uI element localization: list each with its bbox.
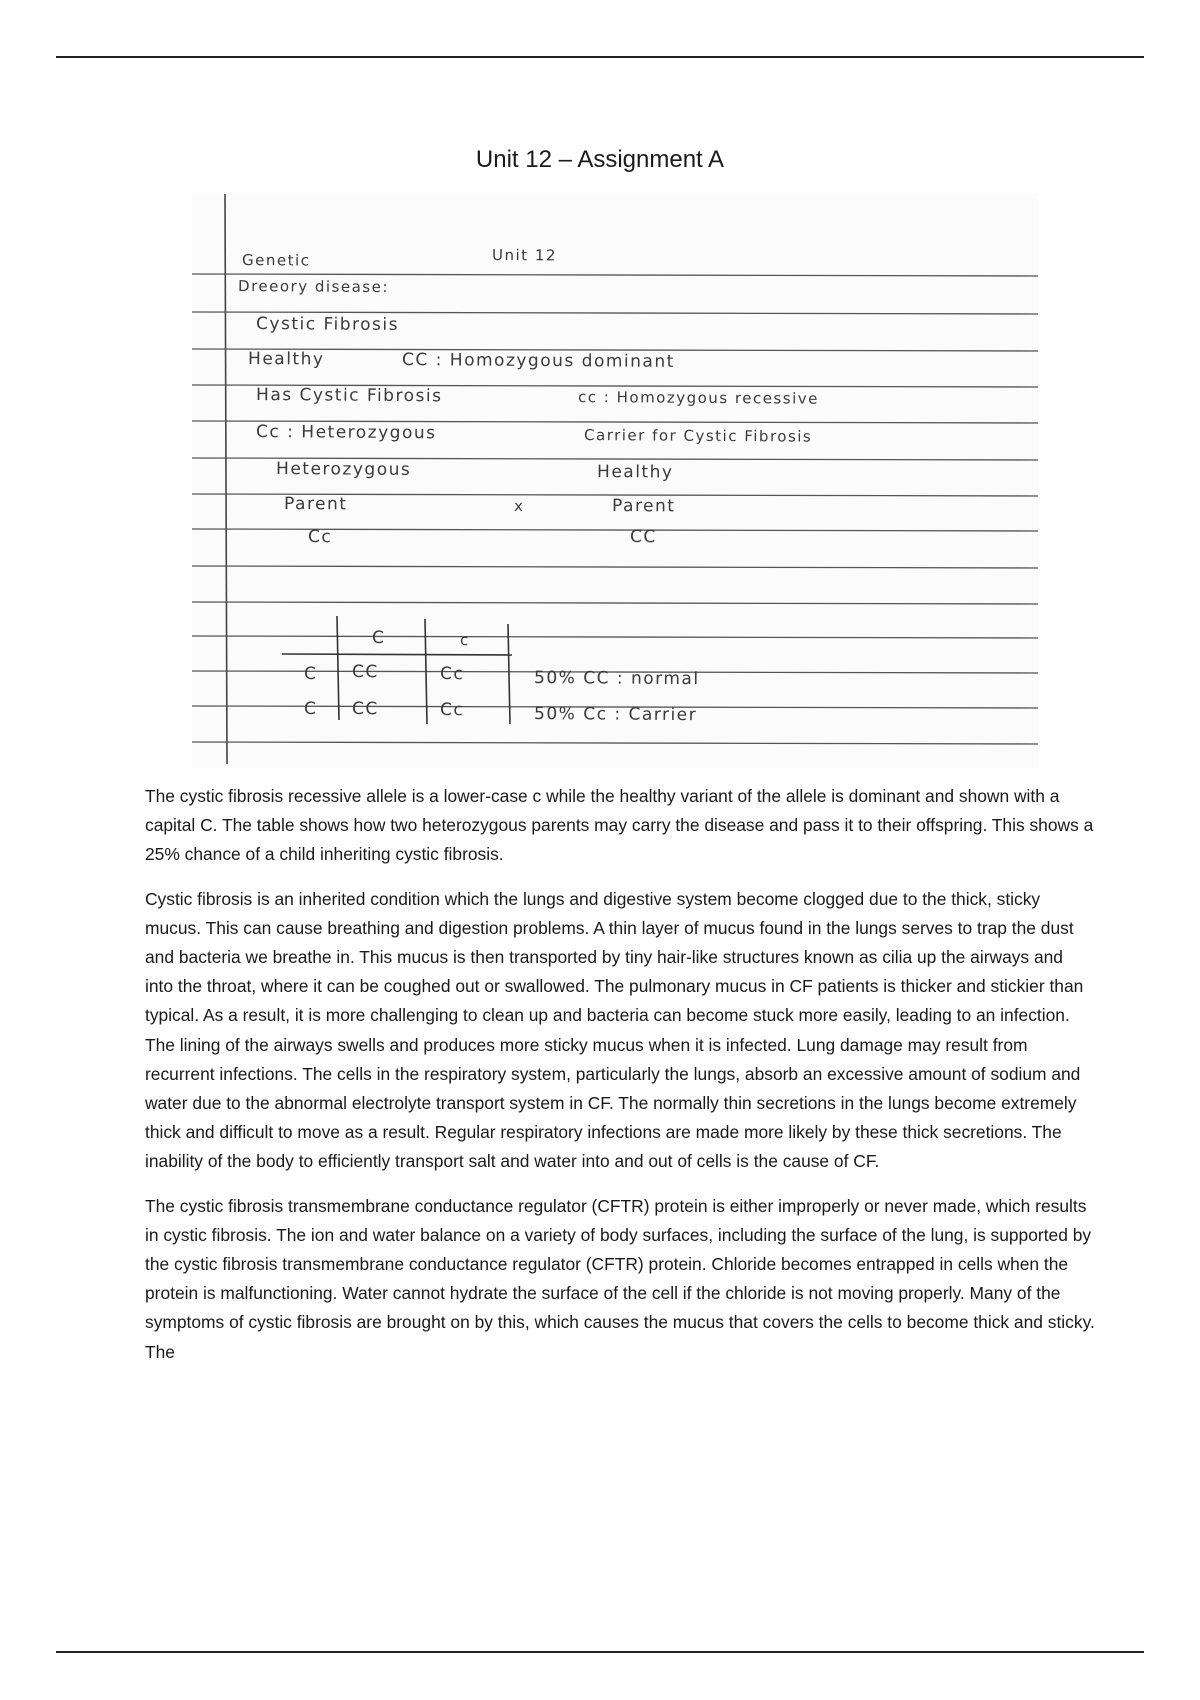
punnett-cell: Cc <box>440 700 465 721</box>
hw-unit: Unit 12 <box>492 246 558 265</box>
header-rule <box>56 56 1144 58</box>
paragraph: The cystic fibrosis recessive allele is a lower-case c while the healthy variant of the allele is dominant and shown with a capital C. The table shows how two heterozygous parents may carry the disease and pass it to their offspring. This shows a 25% chance of a child inheriting cystic fibrosis. <box>145 786 1094 865</box>
punnett-result: 50% CC : normal <box>534 668 700 690</box>
punnett-row-header: C <box>304 664 318 685</box>
paragraph: The cystic fibrosis transmembrane conductance regulator (CFTR) protein is either improperly or never made, which results in cystic fibrosis. The ion and water balance on a variety of body surfaces, including the surface of the lung, is supported by the cystic fibrosis transmembrane conductance regulator (CFTR) protein. Chloride becomes entrapped in cells when the protein is malfunctioning. Water cannot hydrate the surface of the cell if the chloride is not moving properly. Many of the symptoms of cystic fibrosis are brought on by this, which causes the mucus that covers the cells to become thick and sticky. The <box>145 1195 1095 1362</box>
hw-carrier-desc: Carrier for Cystic Fibrosis <box>584 426 813 446</box>
hw-carrier-genotype: Cc : Heterozygous <box>256 422 437 444</box>
punnett-col-header: c <box>460 631 470 650</box>
punnett-result: 50% Cc : Carrier <box>534 704 698 726</box>
hw-has-genotype: cc : Homozygous recessive <box>578 388 819 408</box>
hw-genetic: Genetic <box>242 251 311 270</box>
hw-disease-heading: Dreeory disease: <box>238 277 389 297</box>
punnett-cell: Cc <box>440 664 465 685</box>
footer-rule <box>56 1651 1144 1653</box>
hw-parent-left-type: Heterozygous <box>276 459 412 480</box>
hw-healthy-label: Healthy <box>248 349 325 370</box>
hw-parent-right-genotype: CC <box>630 527 657 548</box>
punnett-col-header: C <box>372 628 386 649</box>
document-body <box>145 782 1095 1382</box>
punnett-cell: CC <box>352 662 379 683</box>
hw-cystic-fibrosis: Cystic Fibrosis <box>256 314 400 335</box>
hw-healthy-genotype: CC : Homozygous dominant <box>402 350 675 372</box>
hw-parent-right-type: Healthy <box>597 462 674 483</box>
hw-parent-right: Parent <box>612 496 676 517</box>
paragraph: Cystic fibrosis is an inherited condition which the lungs and digestive system become clogged due to the thick, sticky mucus. This can cause breathing and digestion problems. A thin layer of mucus found in the lungs serves to trap the dust and bacteria we breathe in. This mucus is then transported by tiny hair-like structures known as cilia up the airways and into the throat, where it can be coughed out or swallowed. The pulmonary mucus in CF patients is thicker and stickier than typical. As a result, it is more challenging to clean up and bacteria can become stuck more easily, leading to an infection. The lining of the airways swells and produces more sticky mucus when it is infected. Lung damage may result from recurrent infections. The cells in the respiratory system, particularly the lungs, absorb an excessive amount of sodium and water due to the abnormal electrolyte transport system in CF. The normally thin secretions in the lungs become extremely thick and difficult to move as a result. Regular respiratory infections are made more likely by these thick secretions. The inability of the body to efficiently transport salt and water into and out of cells is the cause of CF. <box>145 888 1084 1172</box>
hw-parent-left: Parent <box>284 494 348 515</box>
document-title: Unit 12 – Assignment A <box>475 146 725 173</box>
handwritten-notes-image <box>192 194 1038 768</box>
hw-cross: x <box>514 497 525 516</box>
punnett-cell: CC <box>352 699 379 720</box>
hw-parent-left-genotype: Cc <box>308 527 333 548</box>
hw-has-label: Has Cystic Fibrosis <box>256 385 443 407</box>
punnett-row-header: C <box>304 699 318 720</box>
